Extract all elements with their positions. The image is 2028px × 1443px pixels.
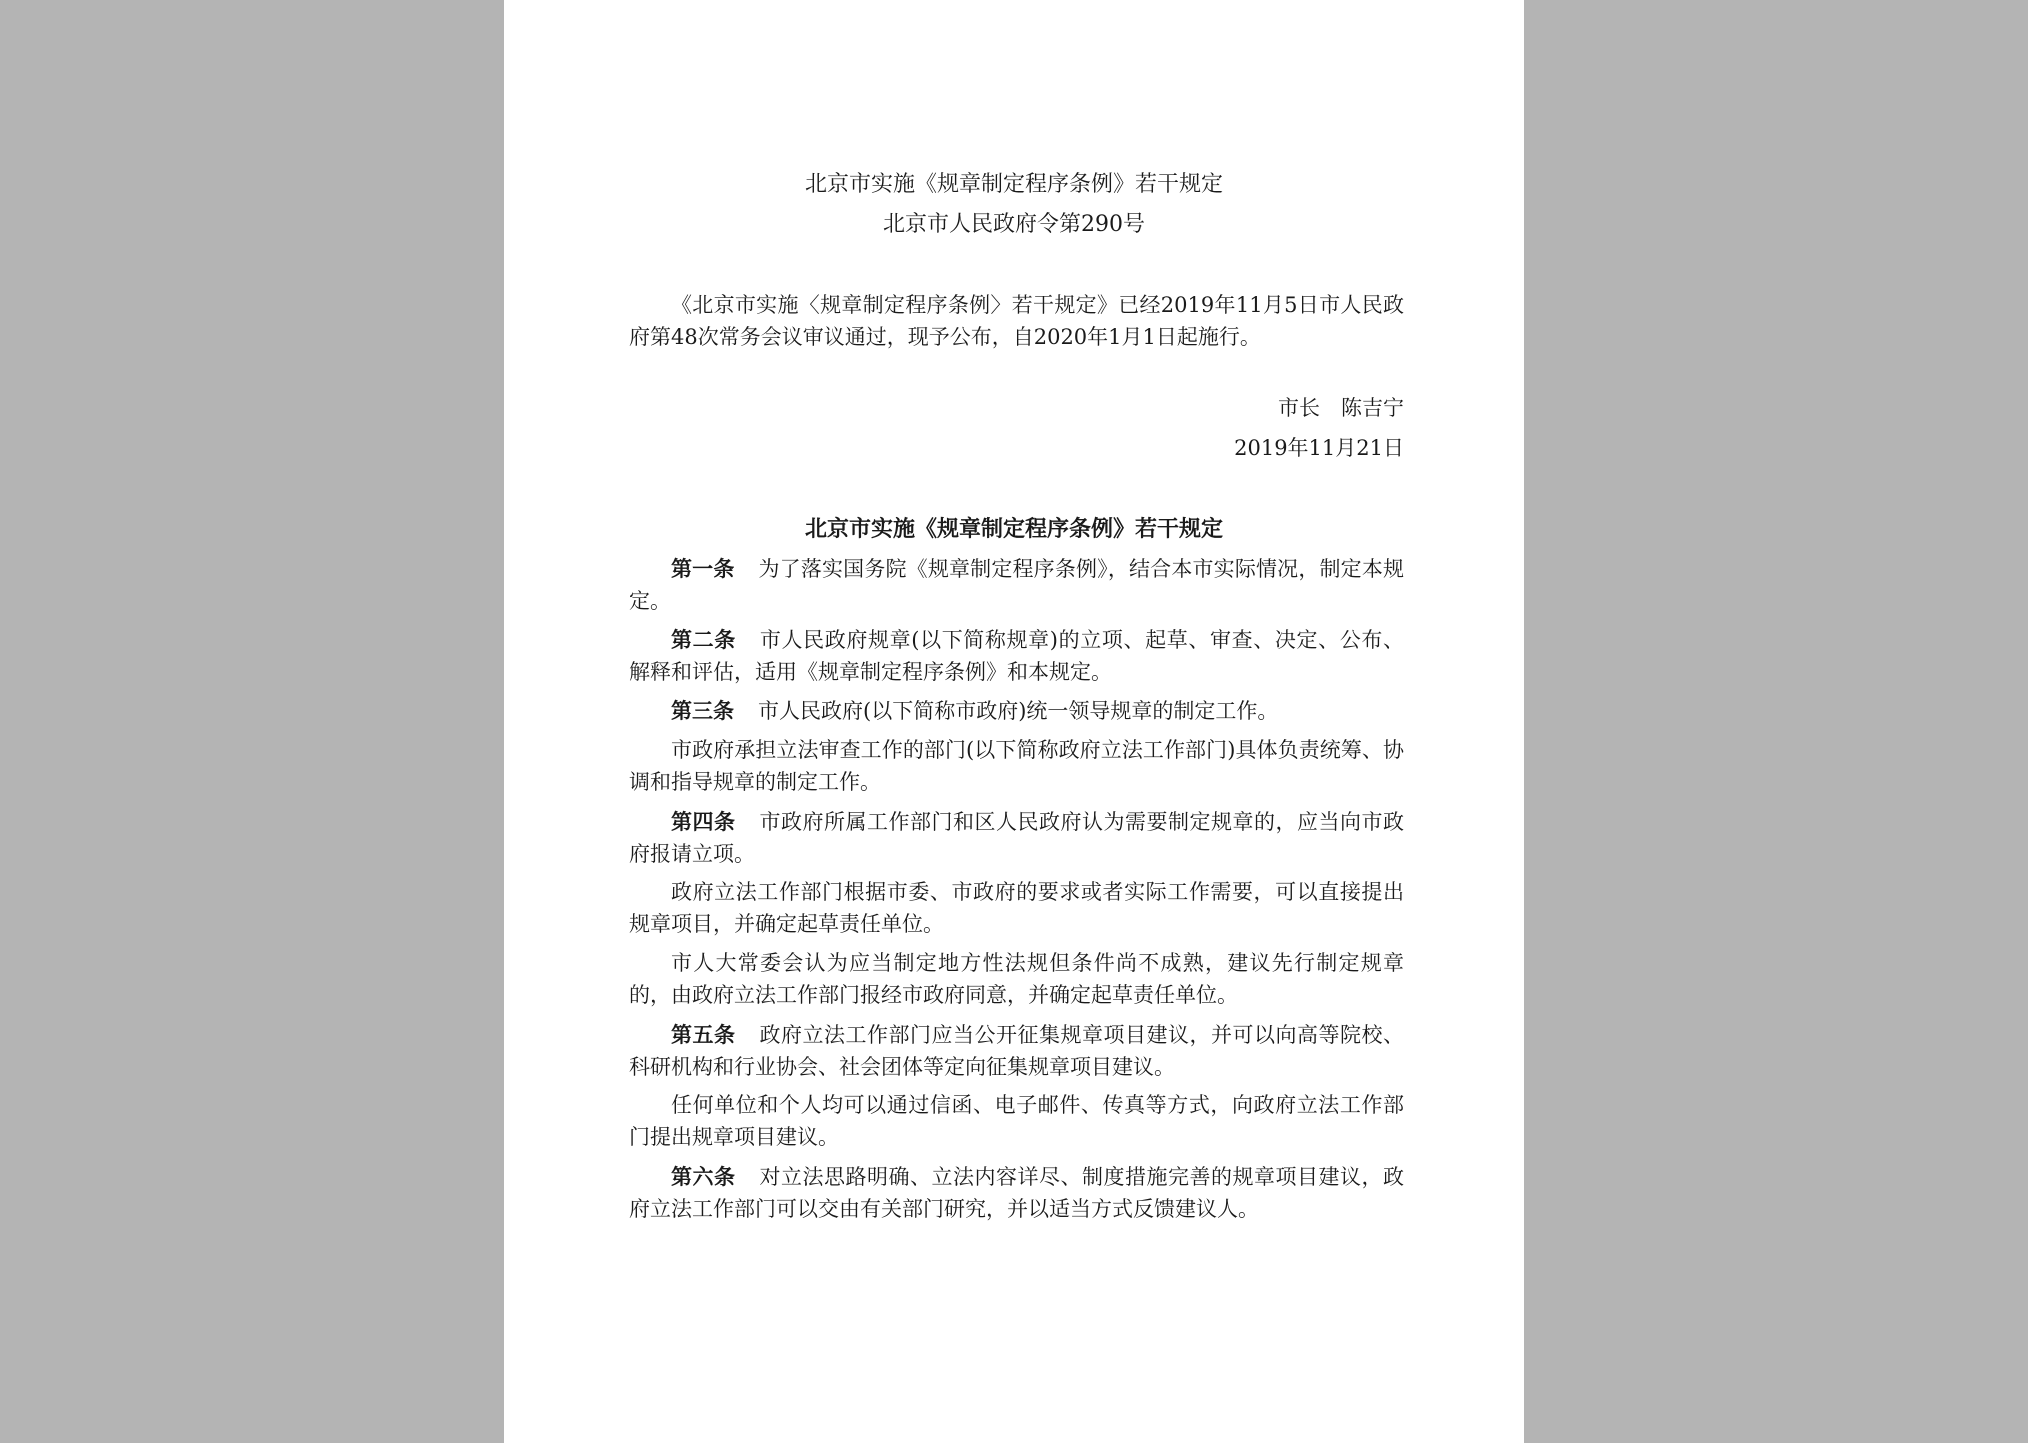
article-text: 市政府承担立法审查工作的部门(以下简称政府立法工作部门)具体负责统筹、协调和指导规章的制定工作。 bbox=[629, 738, 1404, 794]
article-3 bbox=[629, 695, 1404, 728]
article-label: 第三条 bbox=[671, 698, 734, 723]
article-text: 市政府所属工作部门和区人民政府认为需要制定规章的，应当向市政府报请立项。 bbox=[629, 810, 1404, 866]
article-text: 市人民政府规章(以下简称规章)的立项、起草、审查、决定、公布、解释和评估，适用《规章制定程序条例》和本规定。 bbox=[629, 628, 1404, 684]
signature-date: 2019年11月21日 bbox=[1234, 436, 1404, 460]
article-label: 第五条 bbox=[671, 1022, 736, 1047]
article-text: 市人民政府(以下简称市政府)统一领导规章的制定工作。 bbox=[758, 699, 1279, 723]
article-5-clause-2 bbox=[629, 1090, 1404, 1153]
article-text: 为了落实国务院《规章制定程序条例》，结合本市实际情况，制定本规定。 bbox=[629, 557, 1404, 613]
article-1 bbox=[629, 553, 1404, 617]
article-5 bbox=[629, 1019, 1404, 1083]
document-title: 北京市实施《规章制定程序条例》若干规定 bbox=[804, 172, 1223, 197]
signature-name: 市长 陈吉宁 bbox=[1278, 396, 1404, 420]
article-6 bbox=[629, 1161, 1404, 1225]
article-3-clause-2 bbox=[629, 735, 1404, 798]
article-4 bbox=[629, 806, 1404, 870]
article-4-clause-2 bbox=[629, 877, 1404, 940]
article-label: 第二条 bbox=[671, 627, 736, 652]
article-4-clause-3 bbox=[629, 948, 1404, 1011]
article-text: 政府立法工作部门应当公开征集规章项目建议，并可以向高等院校、科研机构和行业协会、社会团体等定向征集规章项目建议。 bbox=[629, 1023, 1404, 1079]
article-text: 市人大常委会认为应当制定地方性法规但条件尚不成熟，建议先行制定规章的，由政府立法工作部门报经市政府同意，并确定起草责任单位。 bbox=[629, 951, 1404, 1007]
article-label: 第四条 bbox=[671, 809, 736, 834]
preamble-paragraph: 《北京市实施〈规章制定程序条例〉若干规定》已经2019年11月5日市人民政府第48次常务会议审议通过，现予公布，自2020年1月1日起施行。 bbox=[629, 293, 1404, 349]
article-2 bbox=[629, 624, 1404, 688]
document-page bbox=[504, 0, 1524, 1443]
article-text: 政府立法工作部门根据市委、市政府的要求或者实际工作需要，可以直接提出规章项目，并确定起草责任单位。 bbox=[629, 880, 1404, 936]
body-title: 北京市实施《规章制定程序条例》若干规定 bbox=[804, 516, 1223, 542]
article-label: 第六条 bbox=[671, 1164, 736, 1189]
article-text: 任何单位和个人均可以通过信函、电子邮件、传真等方式，向政府立法工作部门提出规章项目建议。 bbox=[629, 1093, 1404, 1149]
article-text: 对立法思路明确、立法内容详尽、制度措施完善的规章项目建议，政府立法工作部门可以交由有关部门研究，并以适当方式反馈建议人。 bbox=[629, 1165, 1404, 1221]
order-number: 北京市人民政府令第290号 bbox=[883, 212, 1145, 237]
article-label: 第一条 bbox=[671, 556, 735, 581]
